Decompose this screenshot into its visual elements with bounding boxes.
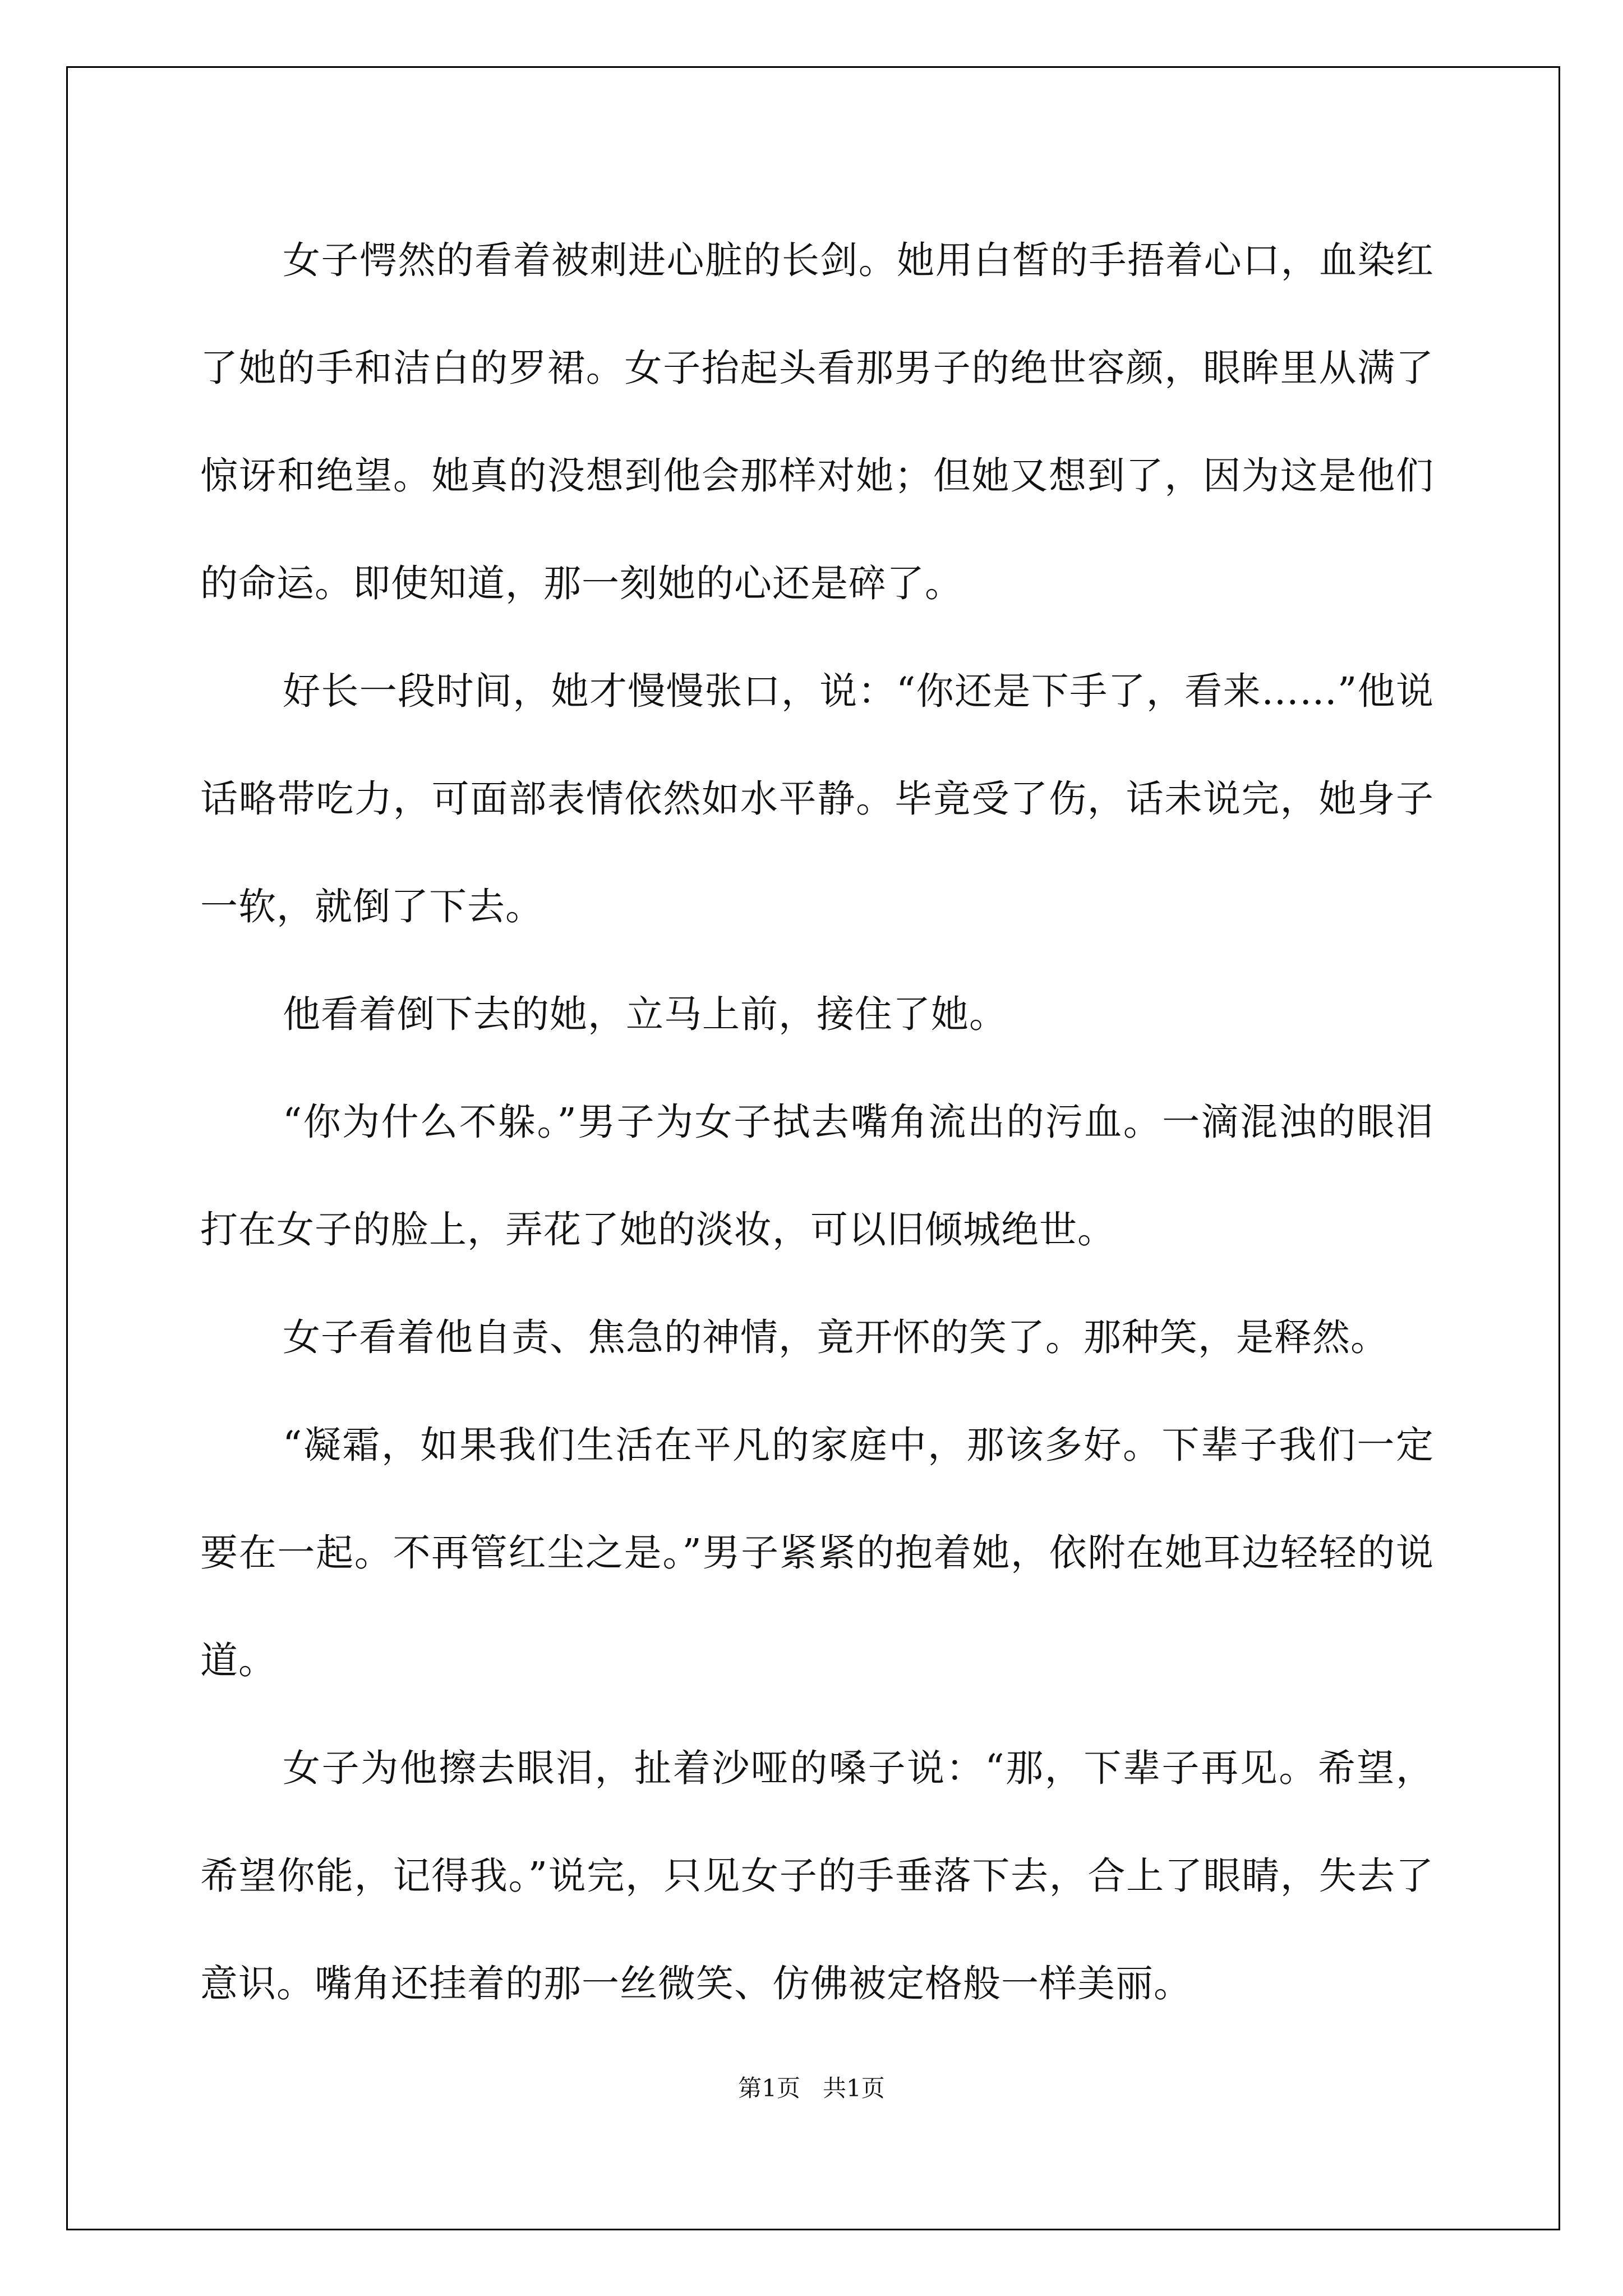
paragraph: 女子为他擦去眼泪，扯着沙哑的嗓子说：“那，下辈子再见。希望，希望你能，记得我。”说完，只见女子的手垂落下去，合上了眼睛，失去了意识。嘴角还挂着的那一丝微笑、仿佛被定格般一样美丽。 bbox=[200, 1746, 1434, 2005]
page-footer bbox=[0, 2070, 1623, 2104]
paragraph: “你为什么不躲。”男子为女子拭去嘴角流出的污血。一滴混浊的眼泪打在女子的脸上，弄花了她的淡妆，可以旧倾城绝世。 bbox=[200, 1100, 1434, 1251]
paragraph: 女子看着他自责、焦急的神情，竟开怀的笑了。那种笑，是释然。 bbox=[283, 1315, 1389, 1359]
paragraph: 他看着倒下去的她，立马上前，接住了她。 bbox=[283, 992, 1007, 1036]
page-total: 共1页 bbox=[823, 2074, 885, 2102]
paragraph: 好长一段时间，她才慢慢张口，说：“你还是下手了，看来……”他说话略带吃力，可面部表情依然如水平静。毕竟受了伤，话未说完，她身子一软，就倒了下去。 bbox=[200, 669, 1434, 928]
paragraph: “凝霜，如果我们生活在平凡的家庭中，那该多好。下辈子我们一定要在一起。不再管红尘之是。”男子紧紧的抱着她，依附在她耳边轻轻的说道。 bbox=[200, 1423, 1434, 1682]
document-body bbox=[200, 206, 1434, 2037]
paragraph: 女子愕然的看着被刺进心脏的长剑。她用白皙的手捂着心口，血染红了她的手和洁白的罗裙。女子抬起头看那男子的绝世容颜，眼眸里从满了惊讶和绝望。她真的没想到他会那样对她；但她又想到了，因为这是他们的命运。即使知道，那一刻她的心还是碎了。 bbox=[200, 238, 1434, 605]
page-number: 第1页 bbox=[738, 2074, 800, 2102]
